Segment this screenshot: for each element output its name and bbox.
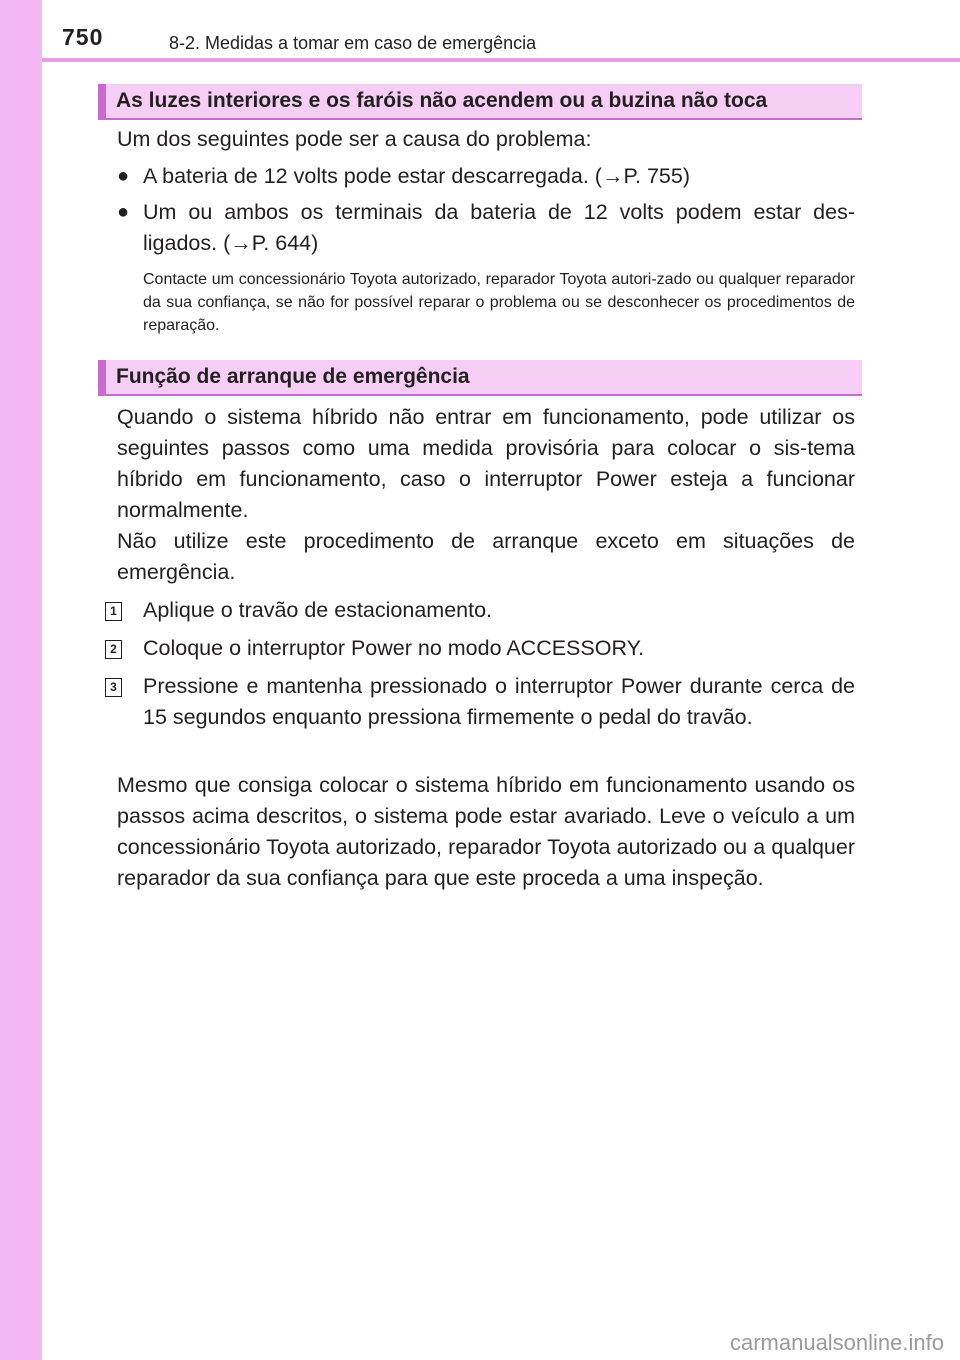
- bullet-item: [117, 197, 855, 259]
- side-color-bar: [0, 0, 42, 1360]
- bullet-icon: ●: [117, 201, 130, 223]
- watermark: carmanualsonline.info: [729, 1330, 944, 1355]
- step-text: Pressione e mantenha pressionado o interruptor Power durante cerca de 15 segundos enquanto pressiona firmemente o pedal do travão.: [143, 674, 855, 729]
- section-heading-lights: As luzes interiores e os faróis não acendem ou a buzina não toca: [98, 84, 862, 120]
- step-item: [105, 671, 855, 733]
- section2-closing: Mesmo que consiga colocar o sistema híbrido em funcionamento usando os passos acima descritos, o sistema pode estar avariado. Leve o veículo a um concessionário Toyota autorizado, reparador Toyota autorizado ou a qualquer reparador da sua confiança para que este proceda a uma inspeção.: [117, 773, 855, 890]
- section1-intro: Um dos seguintes pode ser a causa do problema:: [117, 127, 592, 151]
- step-item: [105, 595, 855, 626]
- bullet-text: A bateria de 12 volts pode estar descarregada. (→P. 755): [143, 164, 691, 188]
- step-item: [105, 633, 855, 664]
- step-text: Aplique o travão de estacionamento.: [143, 598, 493, 622]
- bullet-text: Um ou ambos os terminais da bateria de 12 volts podem estar des-ligados. (→P. 644): [143, 200, 855, 255]
- step-number-box: 3: [105, 678, 122, 697]
- header-rule: [42, 58, 960, 62]
- section1-note: Contacte um concessionário Toyota autorizado, reparador Toyota autori-zado ou qualquer reparador da sua confiança, se não for possível reparar o problema ou se desconhecer os procedimentos de reparação.: [143, 271, 855, 334]
- bullet-item: [117, 161, 855, 192]
- section-heading-emergency-start: Função de arranque de emergência: [98, 360, 862, 396]
- step-text: Coloque o interruptor Power no modo ACCESSORY.: [143, 636, 645, 660]
- bullet-icon: ●: [117, 165, 130, 187]
- section2-warning: Não utilize este procedimento de arranque exceto em situações de emergência.: [117, 529, 855, 584]
- breadcrumb: 8-2. Medidas a tomar em caso de emergência: [169, 33, 537, 53]
- page-number: 750: [62, 24, 104, 50]
- step-number-box: 1: [105, 602, 122, 621]
- step-number-box: 2: [105, 640, 122, 659]
- section2-intro: Quando o sistema híbrido não entrar em funcionamento, pode utilizar os seguintes passos como uma medida provisória para colocar o sis-tema híbrido em funcionamento, caso o interruptor Power esteja a funcionar normalmente.: [117, 405, 855, 522]
